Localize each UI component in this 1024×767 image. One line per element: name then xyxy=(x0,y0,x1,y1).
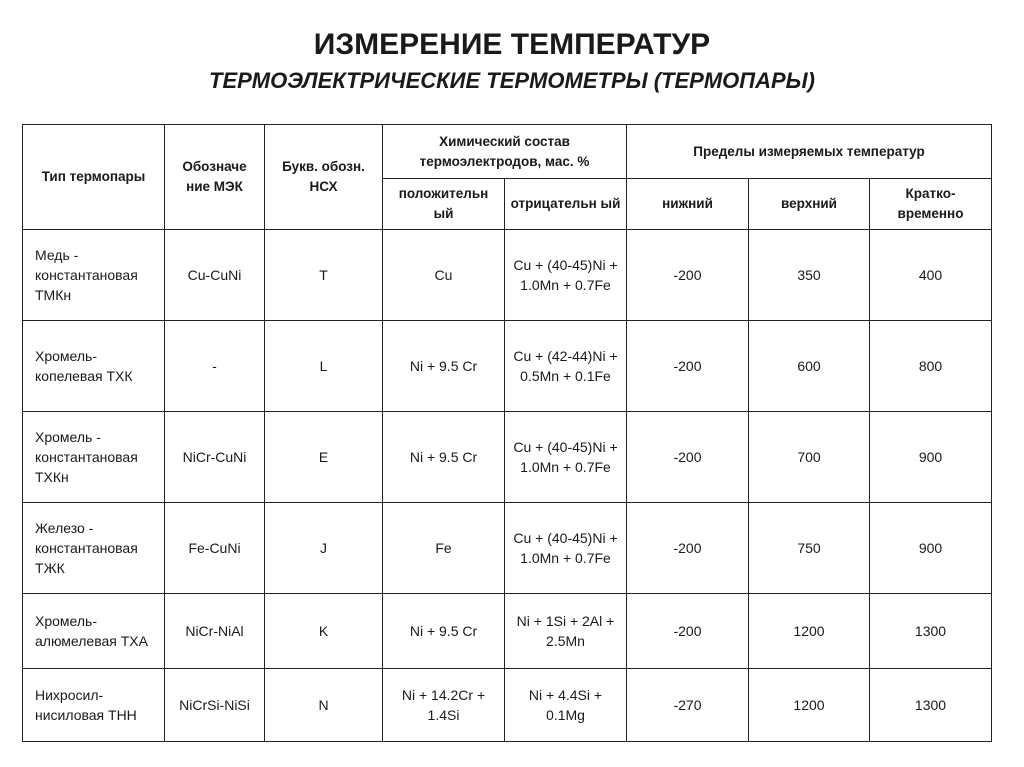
cell-short: 400 xyxy=(870,230,992,321)
cell-type: Хромель - константановая ТХКн xyxy=(23,412,165,503)
cell-positive: Cu xyxy=(383,230,505,321)
cell-short: 1300 xyxy=(870,594,992,669)
cell-nsx: T xyxy=(265,230,383,321)
cell-lower: -200 xyxy=(627,230,749,321)
table-row xyxy=(23,321,992,412)
header-type: Тип термопары xyxy=(23,125,165,230)
cell-negative: Ni + 1Si + 2Al + 2.5Mn xyxy=(505,594,627,669)
table-row xyxy=(23,669,992,742)
header-positive: положительн ый xyxy=(383,179,505,230)
cell-short: 800 xyxy=(870,321,992,412)
cell-nsx: N xyxy=(265,669,383,742)
cell-iec: Cu-CuNi xyxy=(165,230,265,321)
cell-nsx: E xyxy=(265,412,383,503)
table-row xyxy=(23,230,992,321)
header-negative: отрицательн ый xyxy=(505,179,627,230)
cell-nsx: K xyxy=(265,594,383,669)
cell-upper: 350 xyxy=(749,230,870,321)
header-iec: Обозначе ние МЭК xyxy=(165,125,265,230)
cell-negative: Cu + (40-45)Ni + 1.0Mn + 0.7Fe xyxy=(505,503,627,594)
cell-iec: NiCr-NiAl xyxy=(165,594,265,669)
cell-lower: -270 xyxy=(627,669,749,742)
header-upper: верхний xyxy=(749,179,870,230)
cell-nsx: L xyxy=(265,321,383,412)
cell-type: Железо - константановая ТЖК xyxy=(23,503,165,594)
cell-lower: -200 xyxy=(627,412,749,503)
table-row xyxy=(23,412,992,503)
cell-negative: Cu + (40-45)Ni + 1.0Mn + 0.7Fe xyxy=(505,230,627,321)
cell-type: Хромель- копелевая ТХК xyxy=(23,321,165,412)
header-nsx: Букв. обозн. НСХ xyxy=(265,125,383,230)
header-lower: нижний xyxy=(627,179,749,230)
table-row xyxy=(23,594,992,669)
cell-lower: -200 xyxy=(627,503,749,594)
cell-nsx: J xyxy=(265,503,383,594)
cell-type: Нихросил- нисиловая ТНН xyxy=(23,669,165,742)
page-subtitle: ТЕРМОЭЛЕКТРИЧЕСКИЕ ТЕРМОМЕТРЫ (ТЕРМОПАРЫ) xyxy=(209,68,815,93)
cell-negative: Ni + 4.4Si + 0.1Mg xyxy=(505,669,627,742)
header-composition: Химический состав термоэлектродов, мас. % xyxy=(383,125,627,179)
cell-negative: Cu + (40-45)Ni + 1.0Mn + 0.7Fe xyxy=(505,412,627,503)
cell-lower: -200 xyxy=(627,594,749,669)
cell-short: 900 xyxy=(870,503,992,594)
cell-upper: 600 xyxy=(749,321,870,412)
cell-lower: -200 xyxy=(627,321,749,412)
cell-positive: Ni + 14.2Cr + 1.4Si xyxy=(383,669,505,742)
cell-iec: NiCrSi-NiSi xyxy=(165,669,265,742)
cell-short: 900 xyxy=(870,412,992,503)
cell-upper: 1200 xyxy=(749,594,870,669)
header-limits: Пределы измеряемых температур xyxy=(627,125,992,179)
page-title: ИЗМЕРЕНИЕ ТЕМПЕРАТУР xyxy=(313,28,711,61)
cell-positive: Ni + 9.5 Cr xyxy=(383,594,505,669)
cell-iec: NiCr-CuNi xyxy=(165,412,265,503)
cell-iec: Fe-CuNi xyxy=(165,503,265,594)
header-short-term: Кратко- временно xyxy=(870,179,992,230)
cell-iec: - xyxy=(165,321,265,412)
cell-short: 1300 xyxy=(870,669,992,742)
cell-upper: 1200 xyxy=(749,669,870,742)
cell-type: Медь - константановая ТМКн xyxy=(23,230,165,321)
cell-negative: Cu + (42-44)Ni + 0.5Mn + 0.1Fe xyxy=(505,321,627,412)
table-row xyxy=(23,503,992,594)
thermocouple-table xyxy=(22,124,992,742)
cell-positive: Ni + 9.5 Cr xyxy=(383,412,505,503)
cell-positive: Ni + 9.5 Cr xyxy=(383,321,505,412)
cell-upper: 750 xyxy=(749,503,870,594)
cell-positive: Fe xyxy=(383,503,505,594)
cell-upper: 700 xyxy=(749,412,870,503)
cell-type: Хромель- алюмелевая ТХА xyxy=(23,594,165,669)
